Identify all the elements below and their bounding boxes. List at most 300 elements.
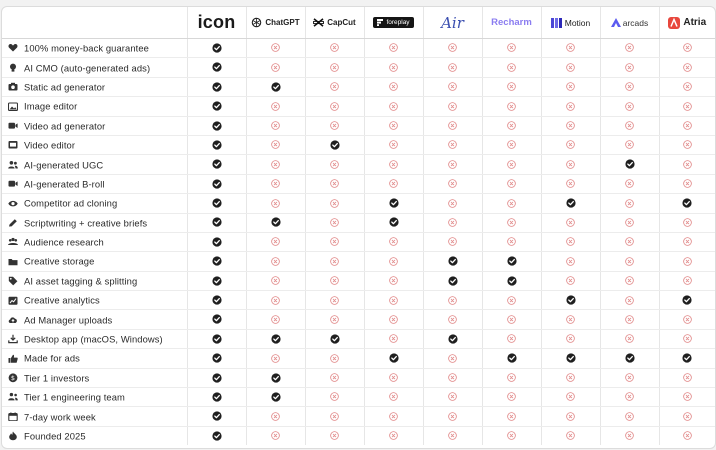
- table-row: [2, 213, 715, 232]
- cross-icon: [507, 121, 516, 130]
- cell-recharm: [482, 116, 541, 135]
- cross-icon: [271, 315, 280, 324]
- feature-cell: [2, 77, 187, 96]
- cross-icon: [389, 412, 398, 421]
- cell-atria: [659, 388, 715, 407]
- brand-chatgpt: [246, 7, 305, 39]
- cell-motion: [541, 116, 600, 135]
- cell-recharm: [482, 77, 541, 96]
- check-icon: [212, 295, 222, 305]
- cell-capcut: [305, 39, 364, 58]
- cell-recharm: [482, 97, 541, 116]
- cross-icon: [330, 102, 339, 111]
- cross-icon: [625, 431, 634, 440]
- cell-icon: [187, 271, 246, 290]
- cross-icon: [566, 218, 575, 227]
- cross-icon: [330, 237, 339, 246]
- chatgpt-logo-icon: [251, 17, 262, 28]
- image-icon: [8, 102, 18, 111]
- cell-recharm: [482, 155, 541, 174]
- cell-recharm: [482, 426, 541, 445]
- cross-icon: [625, 102, 634, 111]
- cell-atria: [659, 407, 715, 426]
- cell-icon: [187, 368, 246, 387]
- bulb-icon: [8, 63, 18, 72]
- table-row: [2, 271, 715, 290]
- cross-icon: [448, 121, 457, 130]
- brand-label: Recharm: [491, 17, 532, 28]
- cell-chatgpt: [246, 252, 305, 271]
- table-row: [2, 155, 715, 174]
- cell-motion: [541, 97, 600, 116]
- cell-motion: [541, 310, 600, 329]
- check-icon: [212, 179, 222, 189]
- cell-foreplay: [364, 329, 423, 348]
- cell-icon: [187, 232, 246, 251]
- cell-chatgpt: [246, 271, 305, 290]
- cell-foreplay: [364, 252, 423, 271]
- cell-motion: [541, 174, 600, 193]
- feature-label: Desktop app (macOS, Windows): [24, 333, 163, 345]
- cell-chatgpt: [246, 77, 305, 96]
- cell-air: [423, 232, 482, 251]
- cross-icon: [566, 82, 575, 91]
- cell-atria: [659, 97, 715, 116]
- feature-cell: [2, 232, 187, 251]
- cell-atria: [659, 368, 715, 387]
- cross-icon: [330, 412, 339, 421]
- cell-recharm: [482, 252, 541, 271]
- cell-icon: [187, 155, 246, 174]
- check-icon: [212, 101, 222, 111]
- camera-icon: [8, 82, 18, 91]
- table-row: [2, 291, 715, 310]
- cell-atria: [659, 194, 715, 213]
- feature-label: Founded 2025: [24, 430, 86, 442]
- cell-atria: [659, 58, 715, 77]
- feature-label: Competitor ad cloning: [24, 197, 118, 209]
- table-row: [2, 388, 715, 407]
- cell-arcads: [600, 135, 659, 154]
- cell-chatgpt: [246, 39, 305, 58]
- brand-label: Motion: [564, 17, 591, 28]
- cell-atria: [659, 271, 715, 290]
- cross-icon: [683, 276, 692, 285]
- cell-icon: [187, 116, 246, 135]
- check-icon: [507, 353, 517, 363]
- cross-icon: [507, 199, 516, 208]
- cell-arcads: [600, 407, 659, 426]
- film-icon: [8, 140, 18, 149]
- cross-icon: [271, 43, 280, 52]
- cell-foreplay: [364, 407, 423, 426]
- feature-cell: [2, 368, 187, 387]
- cross-icon: [566, 160, 575, 169]
- cell-air: [423, 116, 482, 135]
- cell-icon: [187, 310, 246, 329]
- cell-capcut: [305, 407, 364, 426]
- table-row: [2, 252, 715, 271]
- download-icon: [8, 334, 18, 343]
- feature-label: AI-generated B-roll: [24, 178, 105, 190]
- cell-arcads: [600, 388, 659, 407]
- cell-arcads: [600, 252, 659, 271]
- cell-atria: [659, 252, 715, 271]
- cross-icon: [389, 237, 398, 246]
- feature-cell: [2, 407, 187, 426]
- cross-icon: [507, 412, 516, 421]
- cross-icon: [683, 218, 692, 227]
- table-row: [2, 135, 715, 154]
- brand-arcads: [600, 7, 659, 39]
- cell-capcut: [305, 388, 364, 407]
- cross-icon: [625, 179, 634, 188]
- cell-motion: [541, 271, 600, 290]
- cell-recharm: [482, 39, 541, 58]
- cross-icon: [271, 296, 280, 305]
- motion-logo-icon: [551, 18, 562, 28]
- cell-arcads: [600, 58, 659, 77]
- check-icon: [448, 276, 458, 286]
- cell-foreplay: [364, 232, 423, 251]
- cell-chatgpt: [246, 116, 305, 135]
- feature-cell: [2, 426, 187, 445]
- cross-icon: [566, 373, 575, 382]
- feature-cell: [2, 388, 187, 407]
- cell-capcut: [305, 155, 364, 174]
- check-icon: [448, 256, 458, 266]
- cross-icon: [389, 276, 398, 285]
- cell-arcads: [600, 368, 659, 387]
- feature-label: AI-generated UGC: [24, 158, 104, 170]
- cell-air: [423, 329, 482, 348]
- cell-icon: [187, 252, 246, 271]
- chart-icon: [8, 296, 18, 305]
- calendar-icon: [8, 412, 18, 421]
- cross-icon: [683, 412, 692, 421]
- cross-icon: [625, 43, 634, 52]
- cross-icon: [625, 373, 634, 382]
- cross-icon: [507, 43, 516, 52]
- cross-icon: [625, 82, 634, 91]
- brand-label: arcads: [622, 17, 649, 28]
- cross-icon: [683, 373, 692, 382]
- cross-icon: [389, 121, 398, 130]
- check-icon: [566, 198, 576, 208]
- brand-motion: [541, 7, 600, 39]
- cell-foreplay: [364, 388, 423, 407]
- video-icon: [8, 179, 18, 188]
- cell-recharm: [482, 329, 541, 348]
- brand-label: foreplay: [386, 19, 410, 26]
- cross-icon: [271, 102, 280, 111]
- cross-icon: [389, 102, 398, 111]
- cell-foreplay: [364, 135, 423, 154]
- video-icon: [8, 121, 18, 130]
- cell-capcut: [305, 116, 364, 135]
- cell-air: [423, 271, 482, 290]
- cross-icon: [507, 179, 516, 188]
- cell-foreplay: [364, 174, 423, 193]
- check-icon: [566, 295, 576, 305]
- cell-foreplay: [364, 194, 423, 213]
- cross-icon: [566, 257, 575, 266]
- cell-arcads: [600, 97, 659, 116]
- feature-rows: [2, 39, 715, 446]
- cross-icon: [448, 237, 457, 246]
- feature-cell: [2, 39, 187, 58]
- cross-icon: [683, 121, 692, 130]
- tag-icon: [8, 276, 18, 285]
- cloud-upload-icon: [8, 315, 18, 324]
- cross-icon: [507, 431, 516, 440]
- cross-icon: [507, 315, 516, 324]
- cell-air: [423, 194, 482, 213]
- cell-air: [423, 58, 482, 77]
- cross-icon: [625, 392, 634, 401]
- dollar-icon: [8, 373, 18, 382]
- cross-icon: [683, 237, 692, 246]
- table-row: [2, 194, 715, 213]
- feature-label: Static ad generator: [24, 81, 106, 93]
- cell-arcads: [600, 155, 659, 174]
- cell-chatgpt: [246, 407, 305, 426]
- users-icon: [8, 160, 18, 169]
- cell-air: [423, 135, 482, 154]
- cell-recharm: [482, 232, 541, 251]
- feature-label: Video editor: [24, 139, 76, 151]
- cell-capcut: [305, 194, 364, 213]
- cell-capcut: [305, 310, 364, 329]
- cell-air: [423, 426, 482, 445]
- table-row: [2, 368, 715, 387]
- cell-capcut: [305, 97, 364, 116]
- feature-cell: [2, 135, 187, 154]
- cell-atria: [659, 213, 715, 232]
- feature-cell: [2, 116, 187, 135]
- check-icon: [271, 217, 281, 227]
- cross-icon: [507, 102, 516, 111]
- cross-icon: [330, 82, 339, 91]
- cell-air: [423, 155, 482, 174]
- cell-air: [423, 97, 482, 116]
- cross-icon: [625, 140, 634, 149]
- cell-motion: [541, 368, 600, 387]
- check-icon: [212, 276, 222, 286]
- check-icon: [271, 82, 281, 92]
- cross-icon: [683, 431, 692, 440]
- cross-icon: [448, 354, 457, 363]
- cross-icon: [507, 63, 516, 72]
- feature-label: Creative analytics: [24, 294, 100, 306]
- cross-icon: [448, 199, 457, 208]
- check-icon: [330, 334, 340, 344]
- cross-icon: [389, 392, 398, 401]
- cell-atria: [659, 349, 715, 368]
- cell-foreplay: [364, 116, 423, 135]
- cross-icon: [507, 373, 516, 382]
- cell-chatgpt: [246, 213, 305, 232]
- cell-arcads: [600, 174, 659, 193]
- feature-cell: [2, 349, 187, 368]
- team-icon: [8, 392, 18, 401]
- check-icon: [389, 198, 399, 208]
- check-icon: [507, 256, 517, 266]
- check-icon: [212, 334, 222, 344]
- cross-icon: [389, 82, 398, 91]
- cross-icon: [330, 315, 339, 324]
- cell-recharm: [482, 407, 541, 426]
- feature-cell: [2, 194, 187, 213]
- cell-arcads: [600, 349, 659, 368]
- flame-icon: [8, 431, 18, 440]
- check-icon: [625, 353, 635, 363]
- feature-label: Audience research: [24, 236, 104, 248]
- arcads-logo-icon: [611, 18, 621, 27]
- table-row: [2, 97, 715, 116]
- cross-icon: [271, 276, 280, 285]
- cell-arcads: [600, 426, 659, 445]
- table-row: [2, 174, 715, 193]
- cell-chatgpt: [246, 329, 305, 348]
- cell-recharm: [482, 388, 541, 407]
- feature-label: Tier 1 investors: [24, 372, 90, 384]
- cross-icon: [448, 179, 457, 188]
- check-icon: [212, 373, 222, 383]
- cell-atria: [659, 174, 715, 193]
- comparison-table: [2, 7, 715, 445]
- feature-cell: [2, 252, 187, 271]
- feature-cell: [2, 310, 187, 329]
- check-icon: [212, 217, 222, 227]
- cross-icon: [625, 296, 634, 305]
- cell-arcads: [600, 77, 659, 96]
- cell-motion: [541, 329, 600, 348]
- check-icon: [212, 43, 222, 53]
- cell-chatgpt: [246, 174, 305, 193]
- cell-recharm: [482, 349, 541, 368]
- cross-icon: [507, 82, 516, 91]
- cross-icon: [330, 179, 339, 188]
- feature-label: Made for ads: [24, 352, 80, 364]
- cell-chatgpt: [246, 291, 305, 310]
- brand-air: [423, 7, 482, 39]
- check-icon: [212, 82, 222, 92]
- cell-chatgpt: [246, 232, 305, 251]
- cell-icon: [187, 349, 246, 368]
- cross-icon: [683, 160, 692, 169]
- cross-icon: [566, 237, 575, 246]
- cross-icon: [507, 237, 516, 246]
- cross-icon: [271, 140, 280, 149]
- check-icon: [507, 276, 517, 286]
- cross-icon: [330, 160, 339, 169]
- cross-icon: [683, 43, 692, 52]
- feature-label: Scriptwriting + creative briefs: [24, 216, 148, 228]
- feature-cell: [2, 97, 187, 116]
- cell-icon: [187, 174, 246, 193]
- cell-air: [423, 310, 482, 329]
- table-row: [2, 407, 715, 426]
- cross-icon: [507, 160, 516, 169]
- cross-icon: [448, 218, 457, 227]
- cross-icon: [389, 431, 398, 440]
- cell-capcut: [305, 232, 364, 251]
- table-row: [2, 232, 715, 251]
- cross-icon: [625, 412, 634, 421]
- cross-icon: [625, 315, 634, 324]
- cell-capcut: [305, 252, 364, 271]
- cell-air: [423, 252, 482, 271]
- cell-recharm: [482, 310, 541, 329]
- cross-icon: [625, 199, 634, 208]
- feature-cell: [2, 271, 187, 290]
- brand-capcut: [305, 7, 364, 39]
- cross-icon: [625, 257, 634, 266]
- cell-icon: [187, 329, 246, 348]
- cross-icon: [507, 334, 516, 343]
- feature-cell: [2, 155, 187, 174]
- feature-cell: [2, 291, 187, 310]
- cross-icon: [683, 179, 692, 188]
- table-row: [2, 58, 715, 77]
- cell-motion: [541, 58, 600, 77]
- cell-foreplay: [364, 291, 423, 310]
- cross-icon: [330, 121, 339, 130]
- brand-recharm: [482, 7, 541, 39]
- cell-chatgpt: [246, 194, 305, 213]
- check-icon: [389, 217, 399, 227]
- cell-foreplay: [364, 39, 423, 58]
- table-row: [2, 349, 715, 368]
- cross-icon: [448, 412, 457, 421]
- cell-foreplay: [364, 368, 423, 387]
- cell-atria: [659, 426, 715, 445]
- capcut-logo-icon: [313, 18, 324, 27]
- brand-label: CapCut: [327, 18, 356, 27]
- check-icon: [330, 140, 340, 150]
- cell-atria: [659, 329, 715, 348]
- cell-motion: [541, 426, 600, 445]
- cell-motion: [541, 407, 600, 426]
- cell-icon: [187, 39, 246, 58]
- cell-atria: [659, 155, 715, 174]
- check-icon: [212, 140, 222, 150]
- cross-icon: [566, 63, 575, 72]
- check-icon: [212, 431, 222, 441]
- cross-icon: [389, 315, 398, 324]
- cross-icon: [625, 276, 634, 285]
- cell-chatgpt: [246, 97, 305, 116]
- comparison-card: [1, 6, 716, 449]
- cell-atria: [659, 310, 715, 329]
- cell-arcads: [600, 291, 659, 310]
- cell-air: [423, 368, 482, 387]
- cross-icon: [271, 412, 280, 421]
- cell-icon: [187, 97, 246, 116]
- cell-motion: [541, 77, 600, 96]
- check-icon: [448, 334, 458, 344]
- cell-capcut: [305, 77, 364, 96]
- cross-icon: [271, 354, 280, 363]
- feature-cell: [2, 174, 187, 193]
- cross-icon: [448, 373, 457, 382]
- cross-icon: [448, 82, 457, 91]
- cell-icon: [187, 426, 246, 445]
- check-icon: [566, 353, 576, 363]
- cross-icon: [683, 334, 692, 343]
- cell-motion: [541, 291, 600, 310]
